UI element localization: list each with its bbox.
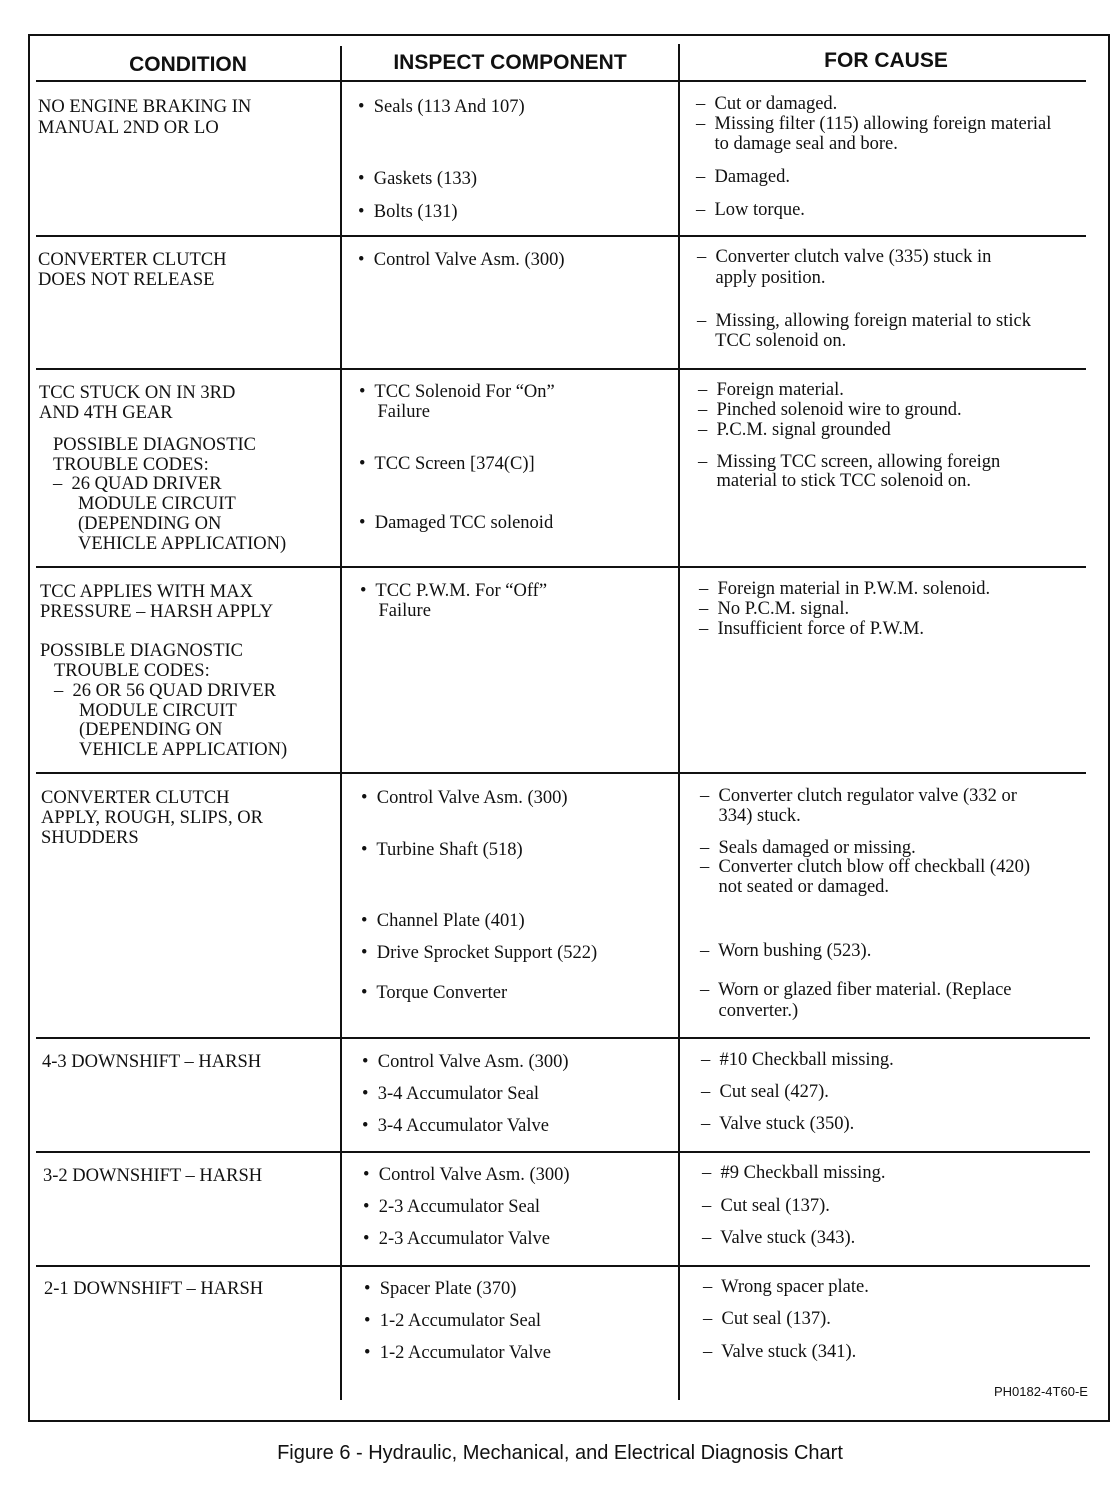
condition-text: 4-3 DOWNSHIFT – HARSH xyxy=(42,1052,262,1072)
cause-item: – Cut seal (137). xyxy=(702,1196,830,1216)
condition-text: CONVERTER CLUTCH xyxy=(38,250,227,270)
component-item: • 3-4 Accumulator Valve xyxy=(362,1116,549,1136)
condition-text: – 26 QUAD DRIVER xyxy=(53,474,222,494)
cause-item: – Pinched solenoid wire to ground. xyxy=(698,400,962,420)
cause-item: – Missing, allowing foreign material to stick xyxy=(697,311,1031,331)
cause-item: – Foreign material in P.W.M. solenoid. xyxy=(699,579,991,599)
condition-text: VEHICLE APPLICATION) xyxy=(79,740,288,760)
row-rule xyxy=(36,1265,1090,1267)
condition-text: POSSIBLE DIAGNOSTIC xyxy=(53,435,257,455)
component-item: • 3-4 Accumulator Seal xyxy=(362,1084,540,1104)
cause-item: – Missing TCC screen, allowing foreign xyxy=(698,452,1001,472)
condition-text: 3-2 DOWNSHIFT – HARSH xyxy=(43,1166,263,1186)
condition-text: VEHICLE APPLICATION) xyxy=(78,534,287,554)
component-item: • TCC Screen [374(C)] xyxy=(359,454,535,474)
cause-item: to damage seal and bore. xyxy=(696,134,898,154)
condition-text: TROUBLE CODES: xyxy=(53,455,209,475)
row-rule xyxy=(36,772,1086,774)
cause-item: – Converter clutch valve (335) stuck in xyxy=(697,247,992,267)
component-item: • Turbine Shaft (518) xyxy=(361,840,523,860)
condition-text: SHUDDERS xyxy=(41,828,139,848)
condition-text: NO ENGINE BRAKING IN xyxy=(38,97,252,117)
cause-item: – Low torque. xyxy=(696,200,805,220)
cause-item: – #9 Checkball missing. xyxy=(702,1163,886,1183)
cause-item: – Cut seal (427). xyxy=(701,1082,829,1102)
component-item: • Torque Converter xyxy=(361,983,508,1003)
condition-text: (DEPENDING ON xyxy=(78,514,222,534)
header-for-cause: FOR CAUSE xyxy=(824,49,948,72)
component-item: • 1-2 Accumulator Valve xyxy=(364,1343,551,1363)
cause-item: apply position. xyxy=(697,268,826,288)
component-item: • Drive Sprocket Support (522) xyxy=(361,943,598,963)
figure-code: PH0182-4T60-E xyxy=(994,1384,1088,1399)
condition-text: POSSIBLE DIAGNOSTIC xyxy=(40,641,244,661)
condition-text: MODULE CIRCUIT xyxy=(79,701,237,721)
cause-item: – Missing filter (115) allowing foreign material xyxy=(696,114,1052,134)
row-rule xyxy=(36,368,1086,370)
cause-item: – Cut seal (137). xyxy=(703,1309,831,1329)
condition-text: MODULE CIRCUIT xyxy=(78,494,236,514)
condition-text: PRESSURE – HARSH APPLY xyxy=(40,602,274,622)
component-item: • Channel Plate (401) xyxy=(361,911,525,931)
component-item: • Control Valve Asm. (300) xyxy=(358,250,565,270)
row-rule xyxy=(36,235,1086,237)
column-divider-1 xyxy=(340,46,342,1400)
figure-caption: Figure 6 - Hydraulic, Mechanical, and Electrical Diagnosis Chart xyxy=(277,1442,843,1464)
component-item: • Gaskets (133) xyxy=(358,169,477,189)
header-rule xyxy=(36,80,1086,82)
condition-text: DOES NOT RELEASE xyxy=(38,270,215,290)
cause-item: – Converter clutch blow off checkball (420) xyxy=(700,857,1030,877)
header-condition: CONDITION xyxy=(129,53,247,76)
column-divider-2 xyxy=(678,44,680,1400)
cause-item: – Seals damaged or missing. xyxy=(700,838,916,858)
row-rule xyxy=(36,566,1086,568)
component-item: • Seals (113 And 107) xyxy=(358,97,525,117)
component-item: • TCC P.W.M. For “Off” xyxy=(360,581,548,601)
condition-text: TCC APPLIES WITH MAX xyxy=(40,582,253,602)
component-item: • Control Valve Asm. (300) xyxy=(363,1165,570,1185)
cause-item: – Wrong spacer plate. xyxy=(703,1277,869,1297)
cause-item: – Valve stuck (343). xyxy=(702,1228,856,1248)
component-item: • Damaged TCC solenoid xyxy=(359,513,554,533)
condition-text: – 26 OR 56 QUAD DRIVER xyxy=(54,681,276,701)
condition-text: MANUAL 2ND OR LO xyxy=(38,118,219,138)
cause-item: – #10 Checkball missing. xyxy=(701,1050,894,1070)
component-item: • TCC Solenoid For “On” xyxy=(359,382,555,402)
cause-item: not seated or damaged. xyxy=(700,877,890,897)
component-item: • 1-2 Accumulator Seal xyxy=(364,1311,542,1331)
cause-item: – Converter clutch regulator valve (332 or xyxy=(700,786,1017,806)
component-item: • 2-3 Accumulator Seal xyxy=(363,1197,541,1217)
condition-text: TROUBLE CODES: xyxy=(54,661,210,681)
cause-item: – Valve stuck (341). xyxy=(703,1342,857,1362)
component-item: Failure xyxy=(360,601,431,621)
cause-item: – Valve stuck (350). xyxy=(701,1114,855,1134)
cause-item: – Damaged. xyxy=(696,167,791,187)
cause-item: – Worn bushing (523). xyxy=(700,941,872,961)
cause-item: 334) stuck. xyxy=(700,806,801,826)
cause-item: – Insufficient force of P.W.M. xyxy=(699,619,925,639)
condition-text: CONVERTER CLUTCH xyxy=(41,788,230,808)
header-inspect-component: INSPECT COMPONENT xyxy=(393,51,627,74)
cause-item: – P.C.M. signal grounded xyxy=(698,420,891,440)
component-item: • Bolts (131) xyxy=(358,202,458,222)
condition-text: AND 4TH GEAR xyxy=(39,403,173,423)
cause-item: converter.) xyxy=(700,1001,799,1021)
condition-text: (DEPENDING ON xyxy=(79,720,223,740)
cause-item: – Cut or damaged. xyxy=(696,94,838,114)
component-item: • 2-3 Accumulator Valve xyxy=(363,1229,550,1249)
component-item: • Control Valve Asm. (300) xyxy=(361,788,568,808)
component-item: • Control Valve Asm. (300) xyxy=(362,1052,569,1072)
row-rule xyxy=(36,1037,1090,1039)
cause-item: material to stick TCC solenoid on. xyxy=(698,471,972,491)
row-rule xyxy=(36,1151,1090,1153)
condition-text: TCC STUCK ON IN 3RD xyxy=(39,383,236,403)
component-item: Failure xyxy=(359,402,430,422)
cause-item: – No P.C.M. signal. xyxy=(699,599,850,619)
condition-text: 2-1 DOWNSHIFT – HARSH xyxy=(44,1279,264,1299)
cause-item: – Foreign material. xyxy=(698,380,844,400)
cause-item: – Worn or glazed fiber material. (Replace xyxy=(700,980,1012,1000)
cause-item: TCC solenoid on. xyxy=(697,331,847,351)
condition-text: APPLY, ROUGH, SLIPS, OR xyxy=(41,808,263,828)
component-item: • Spacer Plate (370) xyxy=(364,1279,517,1299)
